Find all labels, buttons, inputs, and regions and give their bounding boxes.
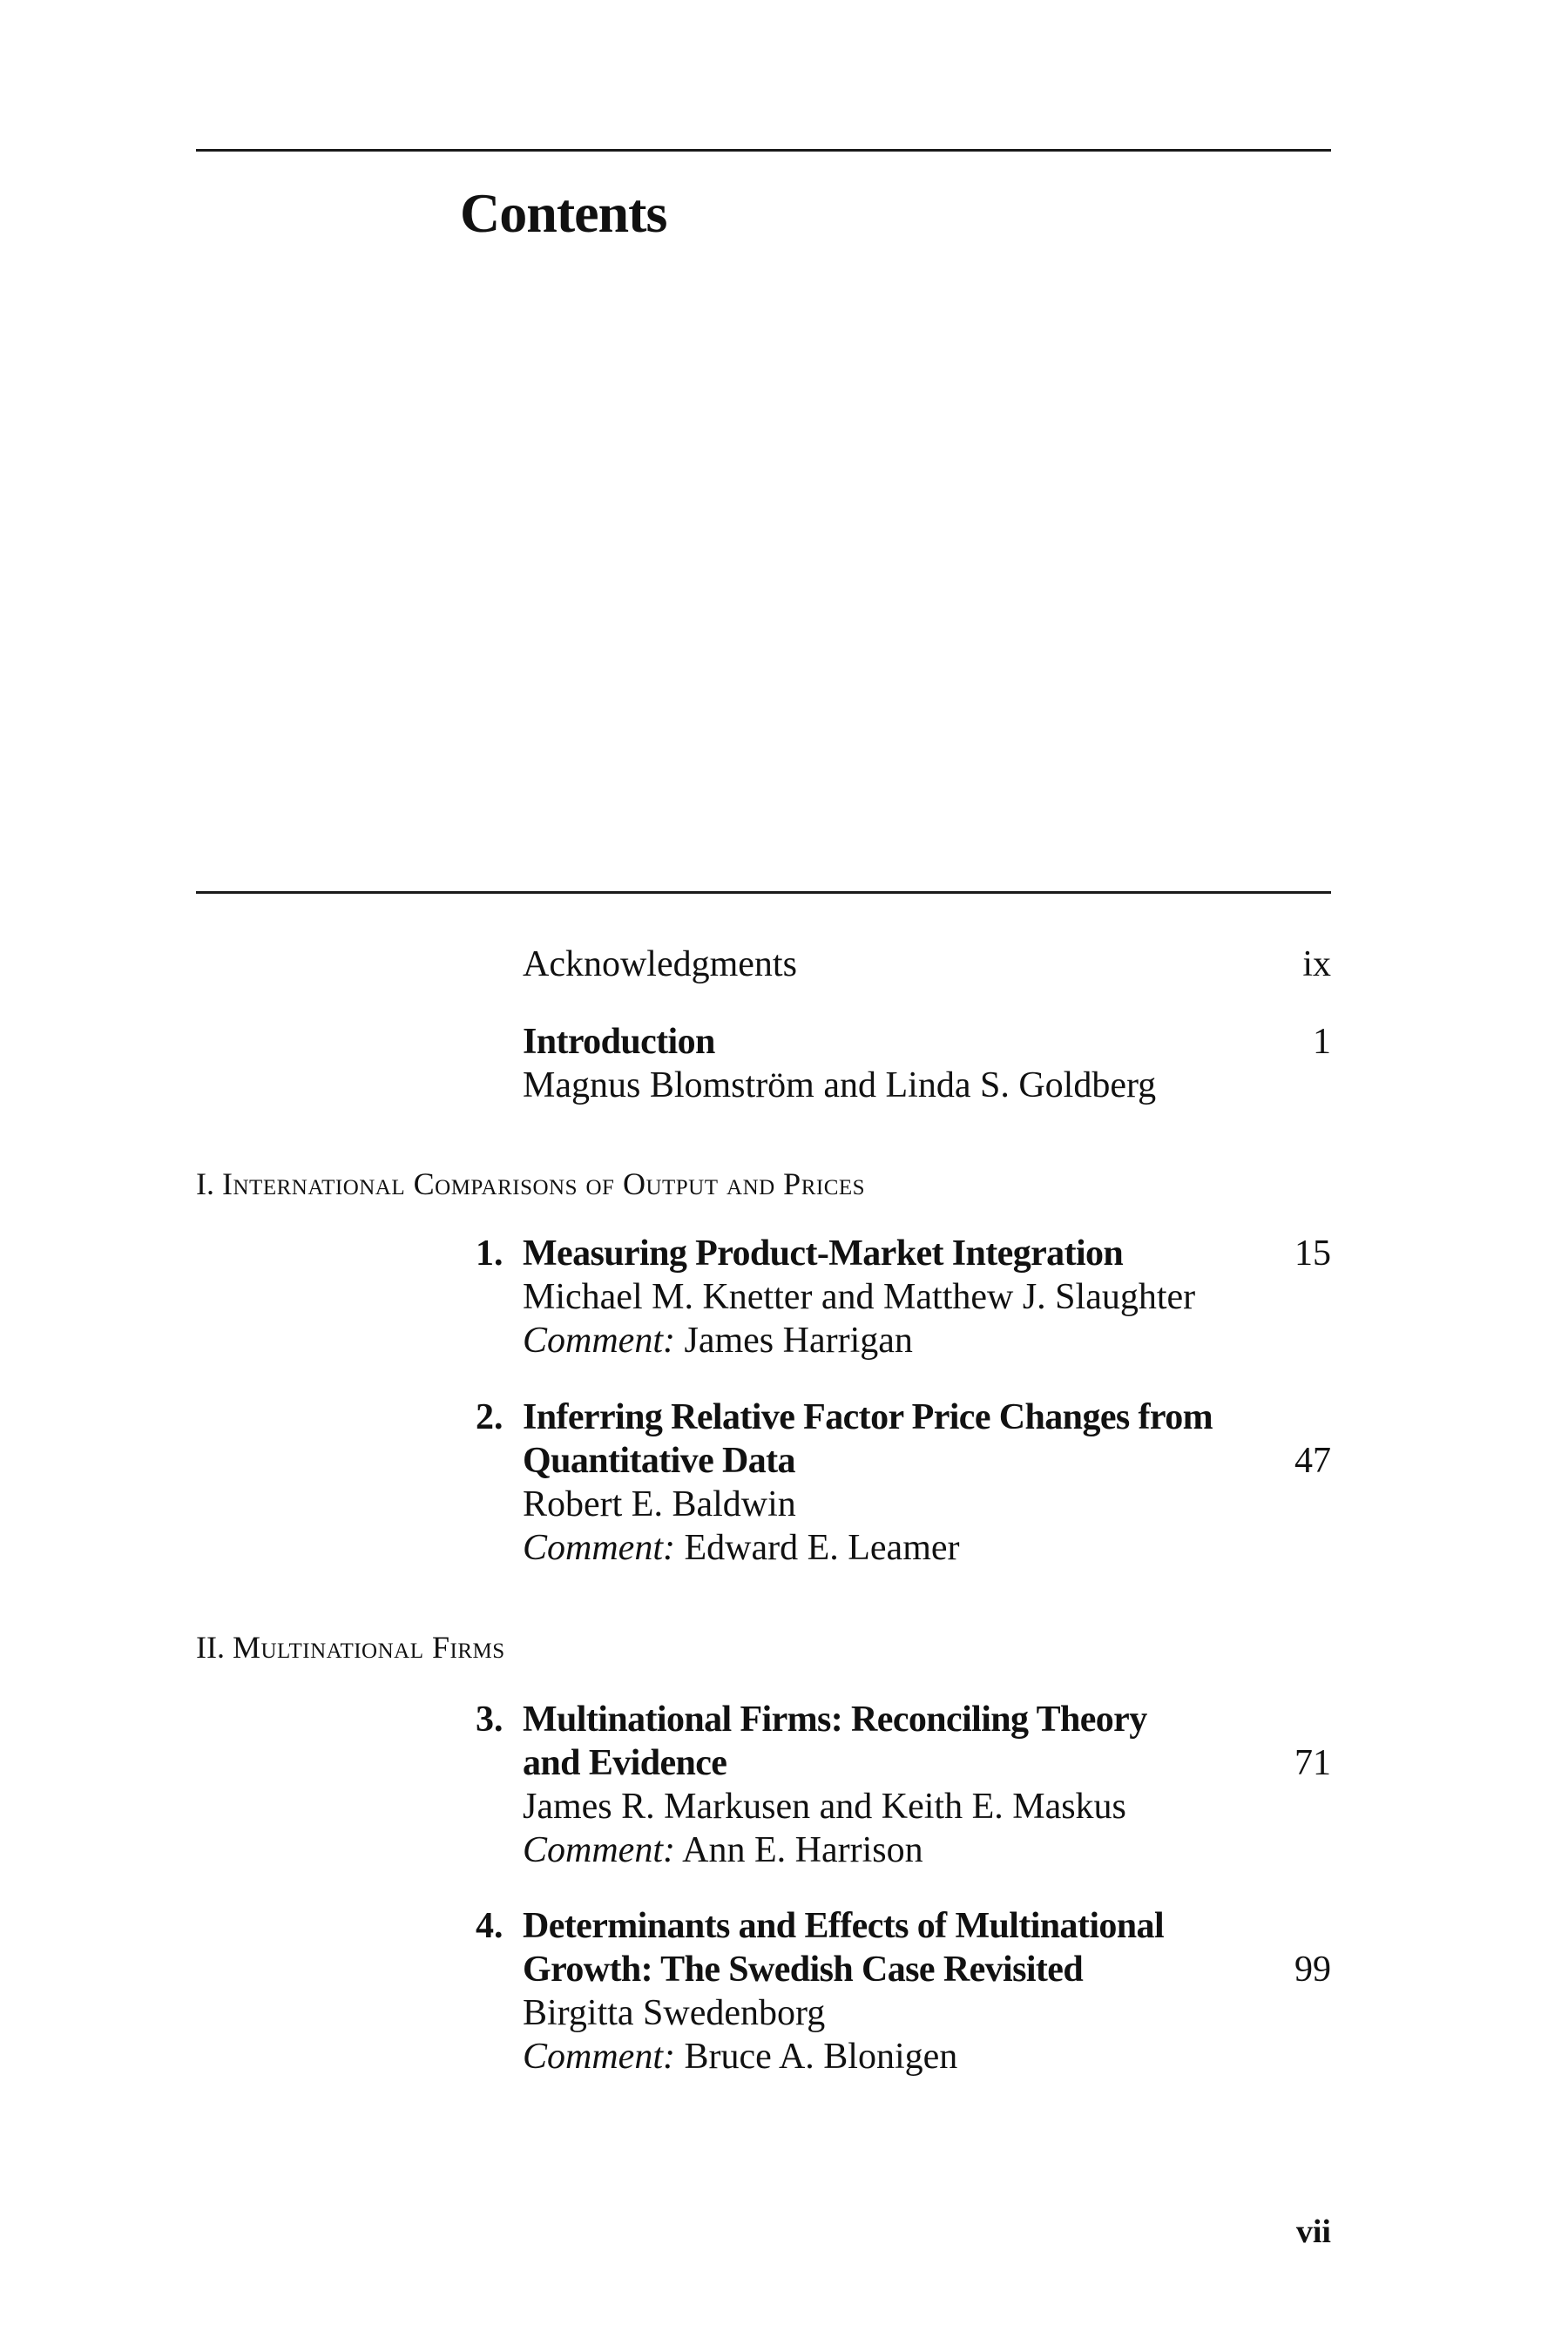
page-folio: vii [1295, 2213, 1331, 2250]
part-numeral: II. [196, 1630, 225, 1665]
page-number: ix [1302, 944, 1331, 984]
entry-authors: Magnus Blomström and Linda S. Goldberg [523, 1065, 1157, 1105]
page-number: 71 [1294, 1743, 1331, 1783]
part-numeral: I. [196, 1166, 214, 1201]
chapter-number: 1. [476, 1233, 504, 1274]
chapter-authors: Michael M. Knetter and Matthew J. Slaughter [523, 1277, 1196, 1317]
part-heading-1 [196, 1168, 865, 1200]
contents-rule [196, 891, 1331, 894]
page-number: 15 [1294, 1233, 1331, 1274]
chapter-comment [523, 1526, 1331, 1570]
page-title: Contents [460, 182, 667, 244]
chapter-title-line: Measuring Product-Market Integration [523, 1233, 1124, 1274]
comment-label: Comment: [523, 1528, 675, 1568]
commentator: James Harrigan [684, 1321, 913, 1361]
page-number: 99 [1294, 1950, 1331, 1990]
page-number: 1 [1313, 1022, 1331, 1062]
chapter-title-line: Multinational Firms: Reconciling Theory [523, 1700, 1147, 1740]
chapter-title-line: Inferring Relative Factor Price Changes from [523, 1397, 1213, 1437]
chapter-comment [523, 2035, 1331, 2078]
toc-entry-chapter-2[interactable] [476, 1396, 1331, 1570]
chapter-authors: Robert E. Baldwin [523, 1484, 796, 1524]
toc-entry-acknowledgments[interactable] [523, 943, 1331, 986]
chapter-comment [523, 1828, 1331, 1872]
part-title: Multinational Firms [232, 1630, 505, 1665]
page-number: 47 [1294, 1441, 1331, 1481]
chapter-number: 3. [476, 1700, 504, 1740]
chapter-title-line: Quantitative Data [523, 1441, 795, 1481]
chapter-number: 4. [476, 1906, 504, 1946]
commentator: Edward E. Leamer [684, 1528, 960, 1568]
chapter-title-line: and Evidence [523, 1743, 727, 1783]
chapter-title-line: Growth: The Swedish Case Revisited [523, 1950, 1084, 1990]
top-rule [196, 149, 1331, 152]
comment-label: Comment: [523, 2037, 675, 2077]
chapter-number: 2. [476, 1397, 504, 1437]
chapter-comment [523, 1319, 1331, 1362]
commentator: Ann E. Harrison [682, 1830, 923, 1870]
entry-title: Introduction [523, 1022, 715, 1062]
chapter-authors: James R. Markusen and Keith E. Maskus [523, 1787, 1126, 1827]
comment-label: Comment: [523, 1321, 675, 1361]
comment-label: Comment: [523, 1830, 675, 1870]
chapter-title-line: Determinants and Effects of Multinational [523, 1906, 1165, 1946]
toc-entry-introduction[interactable] [523, 1020, 1331, 1107]
entry-title: Acknowledgments [523, 944, 797, 984]
toc-entry-chapter-3[interactable] [476, 1698, 1331, 1872]
part-heading-2 [196, 1632, 505, 1663]
toc-entry-chapter-4[interactable] [476, 1904, 1331, 2078]
chapter-authors: Birgitta Swedenborg [523, 1993, 826, 2033]
part-title: International Comparisons of Output and Prices [222, 1166, 866, 1201]
toc-entry-chapter-1[interactable] [476, 1232, 1331, 1362]
commentator: Bruce A. Blonigen [684, 2037, 958, 2077]
